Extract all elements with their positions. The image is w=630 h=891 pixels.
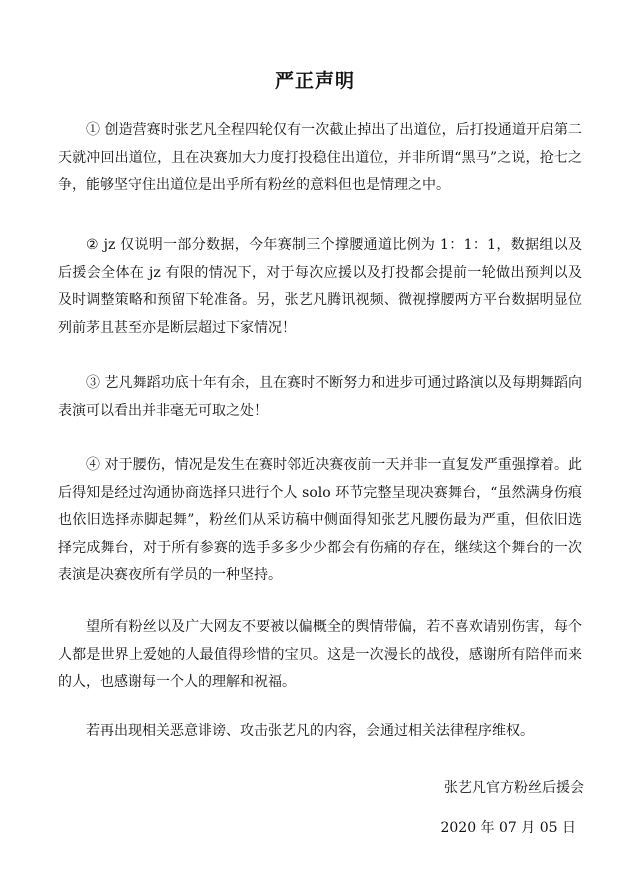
page-title: 严正声明: [274, 70, 355, 92]
paragraph-3: ③ 艺凡舞蹈功底十年有余，且在赛时不断努力和进步可通过路演以及每期舞蹈向表演可以看出并非毫无可取之处！: [58, 375, 582, 419]
paragraph-5: 望所有粉丝以及广大网友不要被以偏概全的舆情带偏，若不喜欢请别伤害，每个人都是世界上爱她的人最值得珍惜的宝贝。这是一次漫长的战役，感谢所有陪伴而来的人，也感谢每一个人的理解和祝福。: [58, 619, 582, 690]
paragraph-1: ① 创造营赛时张艺凡全程四轮仅有一次截止掉出了出道位，后打投通道开启第二天就冲回出道位，且在决赛加大力度打投稳住出道位，并非所谓“黑马”之说，抢七之争，能够坚守住出道位是出乎所有粉丝的意料但也是情理之中。: [58, 122, 582, 193]
date: 2020 年 07 月 05 日: [440, 820, 576, 836]
signature: 张艺凡官方粉丝后援会: [444, 780, 584, 796]
paragraph-2: ② jz 仅说明一部分数据，今年赛制三个撑腰通道比例为 1：1：1，数据组以及后援会全体在 jz 有限的情况下，对于每次应援以及打投都会提前一轮做出预判以及及时调整策略和预留下轮准备。另，张艺凡腾讯视频、微视撑腰两方平台数据明显位列前茅且甚至亦是断层超过下家情况！: [58, 237, 582, 336]
paragraph-6: 若再出现相关恶意诽谤、攻击张艺凡的内容，会通过相关法律程序维权。: [86, 723, 534, 739]
paragraph-4: ④ 对于腰伤，情况是发生在赛时邻近决赛夜前一天并非一直复发严重强撑着。此后得知是经过沟通协商选择只进行个人 solo 环节完整呈现决赛舞台，“虽然满身伤痕也依旧选择赤脚起舞”，粉丝们从采访稿中侧面得知张艺凡腰伤最为严重，但依旧选择完成舞台，对于所有参赛的选手多多少少都会有伤痛的存在，继续这个舞台的一次表演是决赛夜所有学员的一种坚持。: [58, 457, 582, 583]
